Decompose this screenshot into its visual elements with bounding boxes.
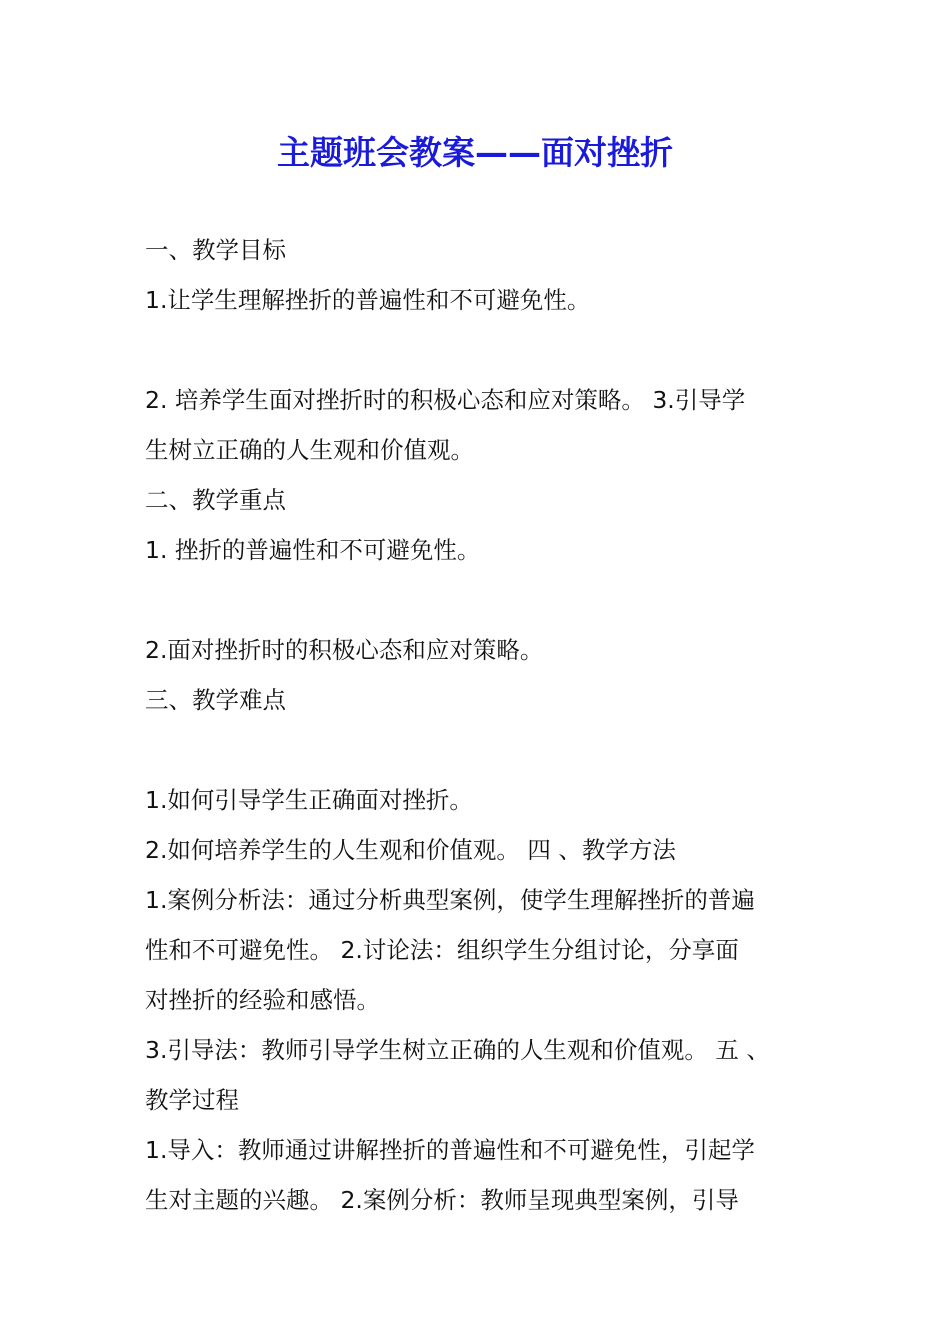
heading-teaching-process: 教学过程 bbox=[145, 1086, 239, 1114]
paragraph-line: 2.面对挫折时的积极心态和应对策略。 bbox=[145, 636, 544, 664]
paragraph-line: 性和不可避免性。 2.讨论法：组织学生分组讨论，分享面 bbox=[145, 936, 739, 964]
paragraph-line: 2.如何培养学生的人生观和价值观。 四 、教学方法 bbox=[145, 836, 676, 864]
document-body bbox=[145, 225, 815, 1225]
paragraph-line: 2. 培养学生面对挫折时的积极心态和应对策略。 3.引导学 bbox=[145, 386, 746, 414]
blank-line bbox=[145, 725, 815, 775]
heading-teaching-difficulties: 三、教学难点 bbox=[145, 686, 286, 714]
heading-teaching-focus: 二、教学重点 bbox=[145, 486, 286, 514]
paragraph-line: 1.让学生理解挫折的普遍性和不可避免性。 bbox=[145, 286, 591, 314]
paragraph-line: 3.引导法：教师引导学生树立正确的人生观和价值观。 五 、 bbox=[145, 1036, 770, 1064]
paragraph-line: 生树立正确的人生观和价值观。 bbox=[145, 436, 474, 464]
document-title: 主题班会教案——面对挫折 bbox=[277, 133, 673, 172]
paragraph-line: 生对主题的兴趣。 2.案例分析：教师呈现典型案例，引导 bbox=[145, 1186, 739, 1214]
heading-teaching-goals: 一、教学目标 bbox=[145, 236, 286, 264]
paragraph-line: 1.如何引导学生正确面对挫折。 bbox=[145, 786, 473, 814]
paragraph-line: 1.导入：教师通过讲解挫折的普遍性和不可避免性，引起学 bbox=[145, 1136, 755, 1164]
paragraph-line: 对挫折的经验和感悟。 bbox=[145, 986, 380, 1014]
paragraph-line: 1.案例分析法：通过分析典型案例，使学生理解挫折的普遍 bbox=[145, 886, 755, 914]
blank-line bbox=[145, 325, 815, 375]
blank-line bbox=[145, 575, 815, 625]
paragraph-line: 1. 挫折的普遍性和不可避免性。 bbox=[145, 536, 481, 564]
